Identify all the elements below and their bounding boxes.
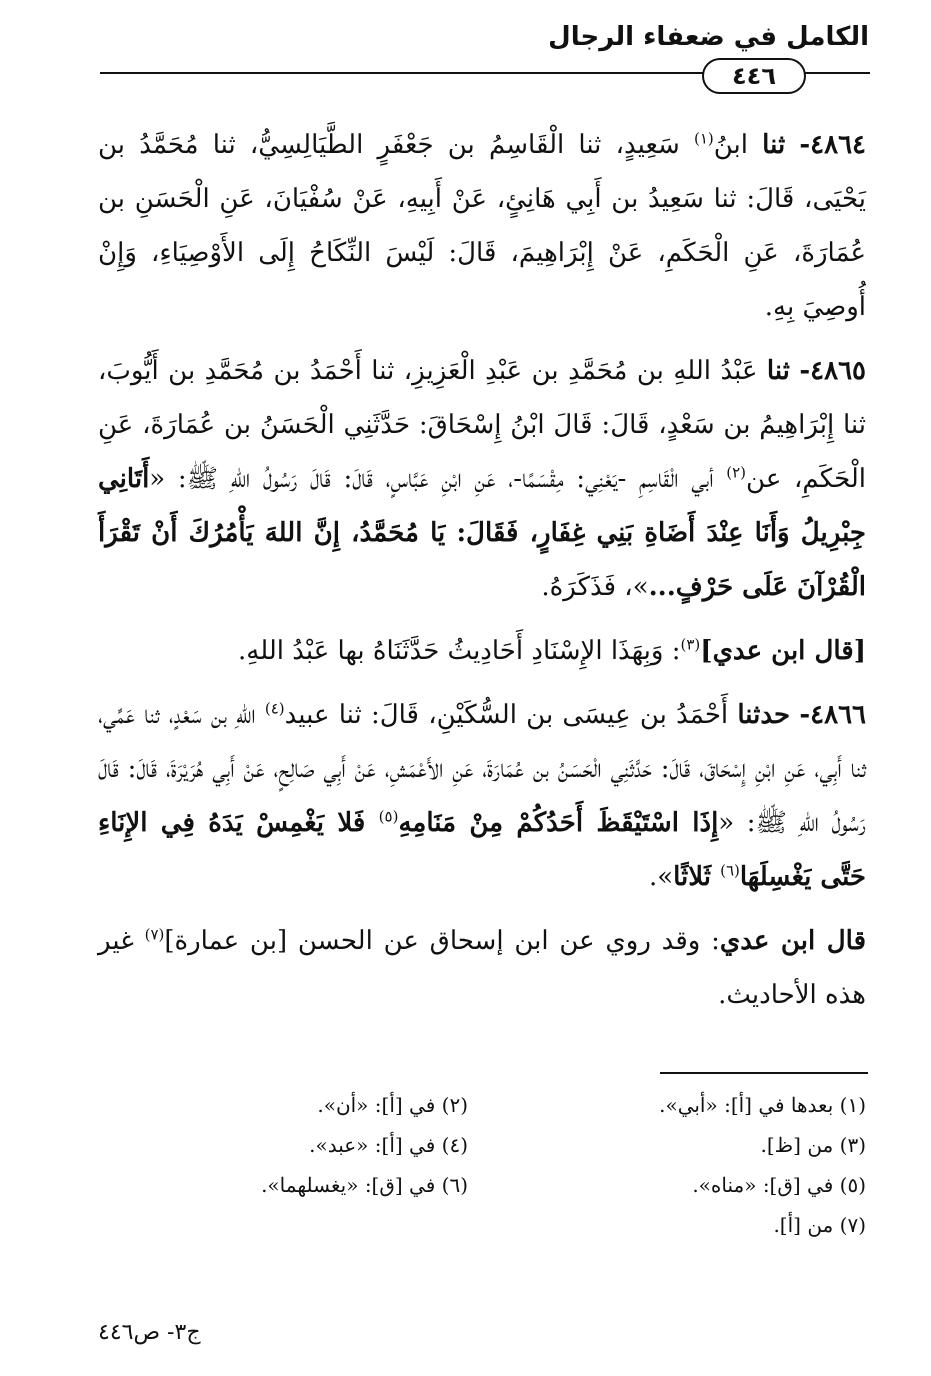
- footnote-marker: (٤): [264, 699, 285, 718]
- footnote-7: (٧) من [أ].: [773, 1213, 866, 1237]
- text-segment: »، فَذَكَرَهُ.: [541, 572, 649, 602]
- text-segment: أَحْمَدُ بن عِيسَى بن السُّكَيْنِ، قَالَ: ثنا عبيد: [284, 700, 738, 730]
- hadith-4864: [98, 118, 866, 334]
- transmission-keyword: حدثنا: [737, 700, 791, 730]
- footnote-marker: (٦): [720, 861, 740, 880]
- footnote-separator: [660, 1072, 868, 1074]
- page-number: ٤٤٦: [702, 58, 806, 94]
- footnote-1: (١) بعدها في [أ]: «أبي».: [659, 1093, 866, 1117]
- footnote-5: (٥) في [ق]: «مناه».: [692, 1173, 866, 1197]
- note-label: قال ابن عدي: [719, 926, 866, 956]
- hadith-4865: [98, 344, 866, 614]
- editor-note-1: [98, 624, 866, 678]
- text-segment: اللهِ بن سَعْدٍ، ثنا عَمِّي، ثنا أَبِي، عَنِ ابْنِ إِسْحَاقَ، قَالَ: حَدَّثَنِي الْحَسَنُ بن عُمَارَةَ، عَنِ الأَعْمَشِ، عَنْ أَبِي صَالِحٍ، عَنْ أَبِي هُرَيْرَةَ، قَالَ: قَالَ رَسُولُ اللهِ ﷺ: «: [98, 700, 867, 838]
- hadith-matn: فَلا يَغْمِسْ يَدَهُ فِي الإِنَاءِ حَتَّى يَغْسِلَهَا: [98, 808, 866, 892]
- hadith-number: ٤٨٦٦-: [799, 700, 867, 730]
- footnote-4: (٤) في [أ]: «عبد».: [309, 1133, 468, 1157]
- footnote-marker: (٥): [378, 807, 399, 826]
- text-segment: ».: [648, 862, 674, 892]
- text-segment: : وقد روي عن ابن إسحاق عن الحسن [بن عمارة]: [164, 926, 720, 956]
- text-segment: أبي الْقَاسِمِ -يَعْنِي: مِقْسَمًا-، عَنِ ابْنِ عَبَّاسٍ، قَالَ: قَالَ رَسُولُ اللهِ ﷺ: «: [149, 464, 727, 494]
- hadith-4866: [98, 688, 866, 904]
- footnote-2: (٢) في [أ]: «أن».: [317, 1093, 468, 1117]
- running-title: الكامل في ضعفاء الرجال: [548, 22, 869, 52]
- text-segment: سَعِيدٍ، ثنا الْقَاسِمُ بن جَعْفَرٍ الطَّيَالِسِيُّ، ثنا مُحَمَّدُ بن يَحْيَى، قَالَ: ثنا سَعِيدُ بن أَبِي هَانِئٍ، عَنْ أَبِيهِ، عَنْ سُفْيَانَ، عَنِ الْحَسَنِ بن عُمَارَةَ، عَنِ الْحَكَمِ، عَنْ إِبْرَاهِيمَ، قَالَ: لَيْسَ النِّكَاحُ إِلَى الأَوْصِيَاءِ، وَإِنْ أُوصِيَ بِهِ.: [98, 130, 866, 322]
- text-segment: عَبْدُ اللهِ بن مُحَمَّدِ بن عَبْدِ الْعَزِيزِ، ثنا أَحْمَدُ بن مُحَمَّدِ بن أَيُّوبَ، ثنا إِبْرَاهِيمُ بن سَعْدٍ، قَالَ: قَالَ ابْنُ إِسْحَاقَ: حَدَّثَنِي الْحَسَنُ بن عُمَارَةَ، عَنِ الْحَكَمِ، عن: [98, 356, 866, 494]
- hadith-matn: أَتَانِي جِبْرِيلُ وَأَنَا عِنْدَ أَضَاةِ بَنِي غِفَارٍ، فَقَالَ: يَا مُحَمَّدُ، إِنَّ اللهَ يَأْمُرُكَ أَنْ تَقْرَأَ الْقُرْآنَ عَلَى حَرْفٍ...: [98, 464, 866, 602]
- footnote-marker: (١): [693, 129, 714, 148]
- editor-note-2: [98, 914, 866, 1022]
- text-segment: غير هذه الأحاديث.: [98, 926, 866, 1010]
- hadith-matn: إِذَا اسْتَيْقَظَ أَحَدُكُمْ مِنْ مَنَامِهِ: [398, 808, 719, 838]
- footnote-6: (٦) في [ق]: «يغسلهما».: [261, 1173, 468, 1197]
- text-segment: ابنُ: [713, 130, 763, 160]
- hadith-number: ٤٨٦٥-: [799, 356, 866, 386]
- footnote-empty: [100, 1205, 468, 1245]
- transmission-keyword: ثنا: [766, 356, 790, 386]
- text-segment: : وَبِهَذَا الإِسْنَادِ أَحَادِيثُ حَدَّثَنَاهُ بها عَبْدُ اللهِ.: [238, 636, 681, 666]
- hadith-number: ٤٨٦٤-: [799, 130, 867, 160]
- hadith-matn: ثَلاثًا: [673, 862, 721, 892]
- volume-page-reference: ج٣- ص٤٤٦: [98, 1320, 201, 1345]
- note-label: [قال ابن عدي]: [700, 636, 866, 666]
- footnote-marker: (٣): [680, 635, 701, 654]
- main-text: [98, 118, 866, 1032]
- footnotes: [100, 1085, 866, 1245]
- transmission-keyword: ثنا: [762, 130, 786, 160]
- footnote-marker: (٢): [726, 463, 747, 482]
- footnote-marker: (٧): [144, 925, 165, 944]
- footnote-3: (٣) من [ظ].: [760, 1133, 866, 1157]
